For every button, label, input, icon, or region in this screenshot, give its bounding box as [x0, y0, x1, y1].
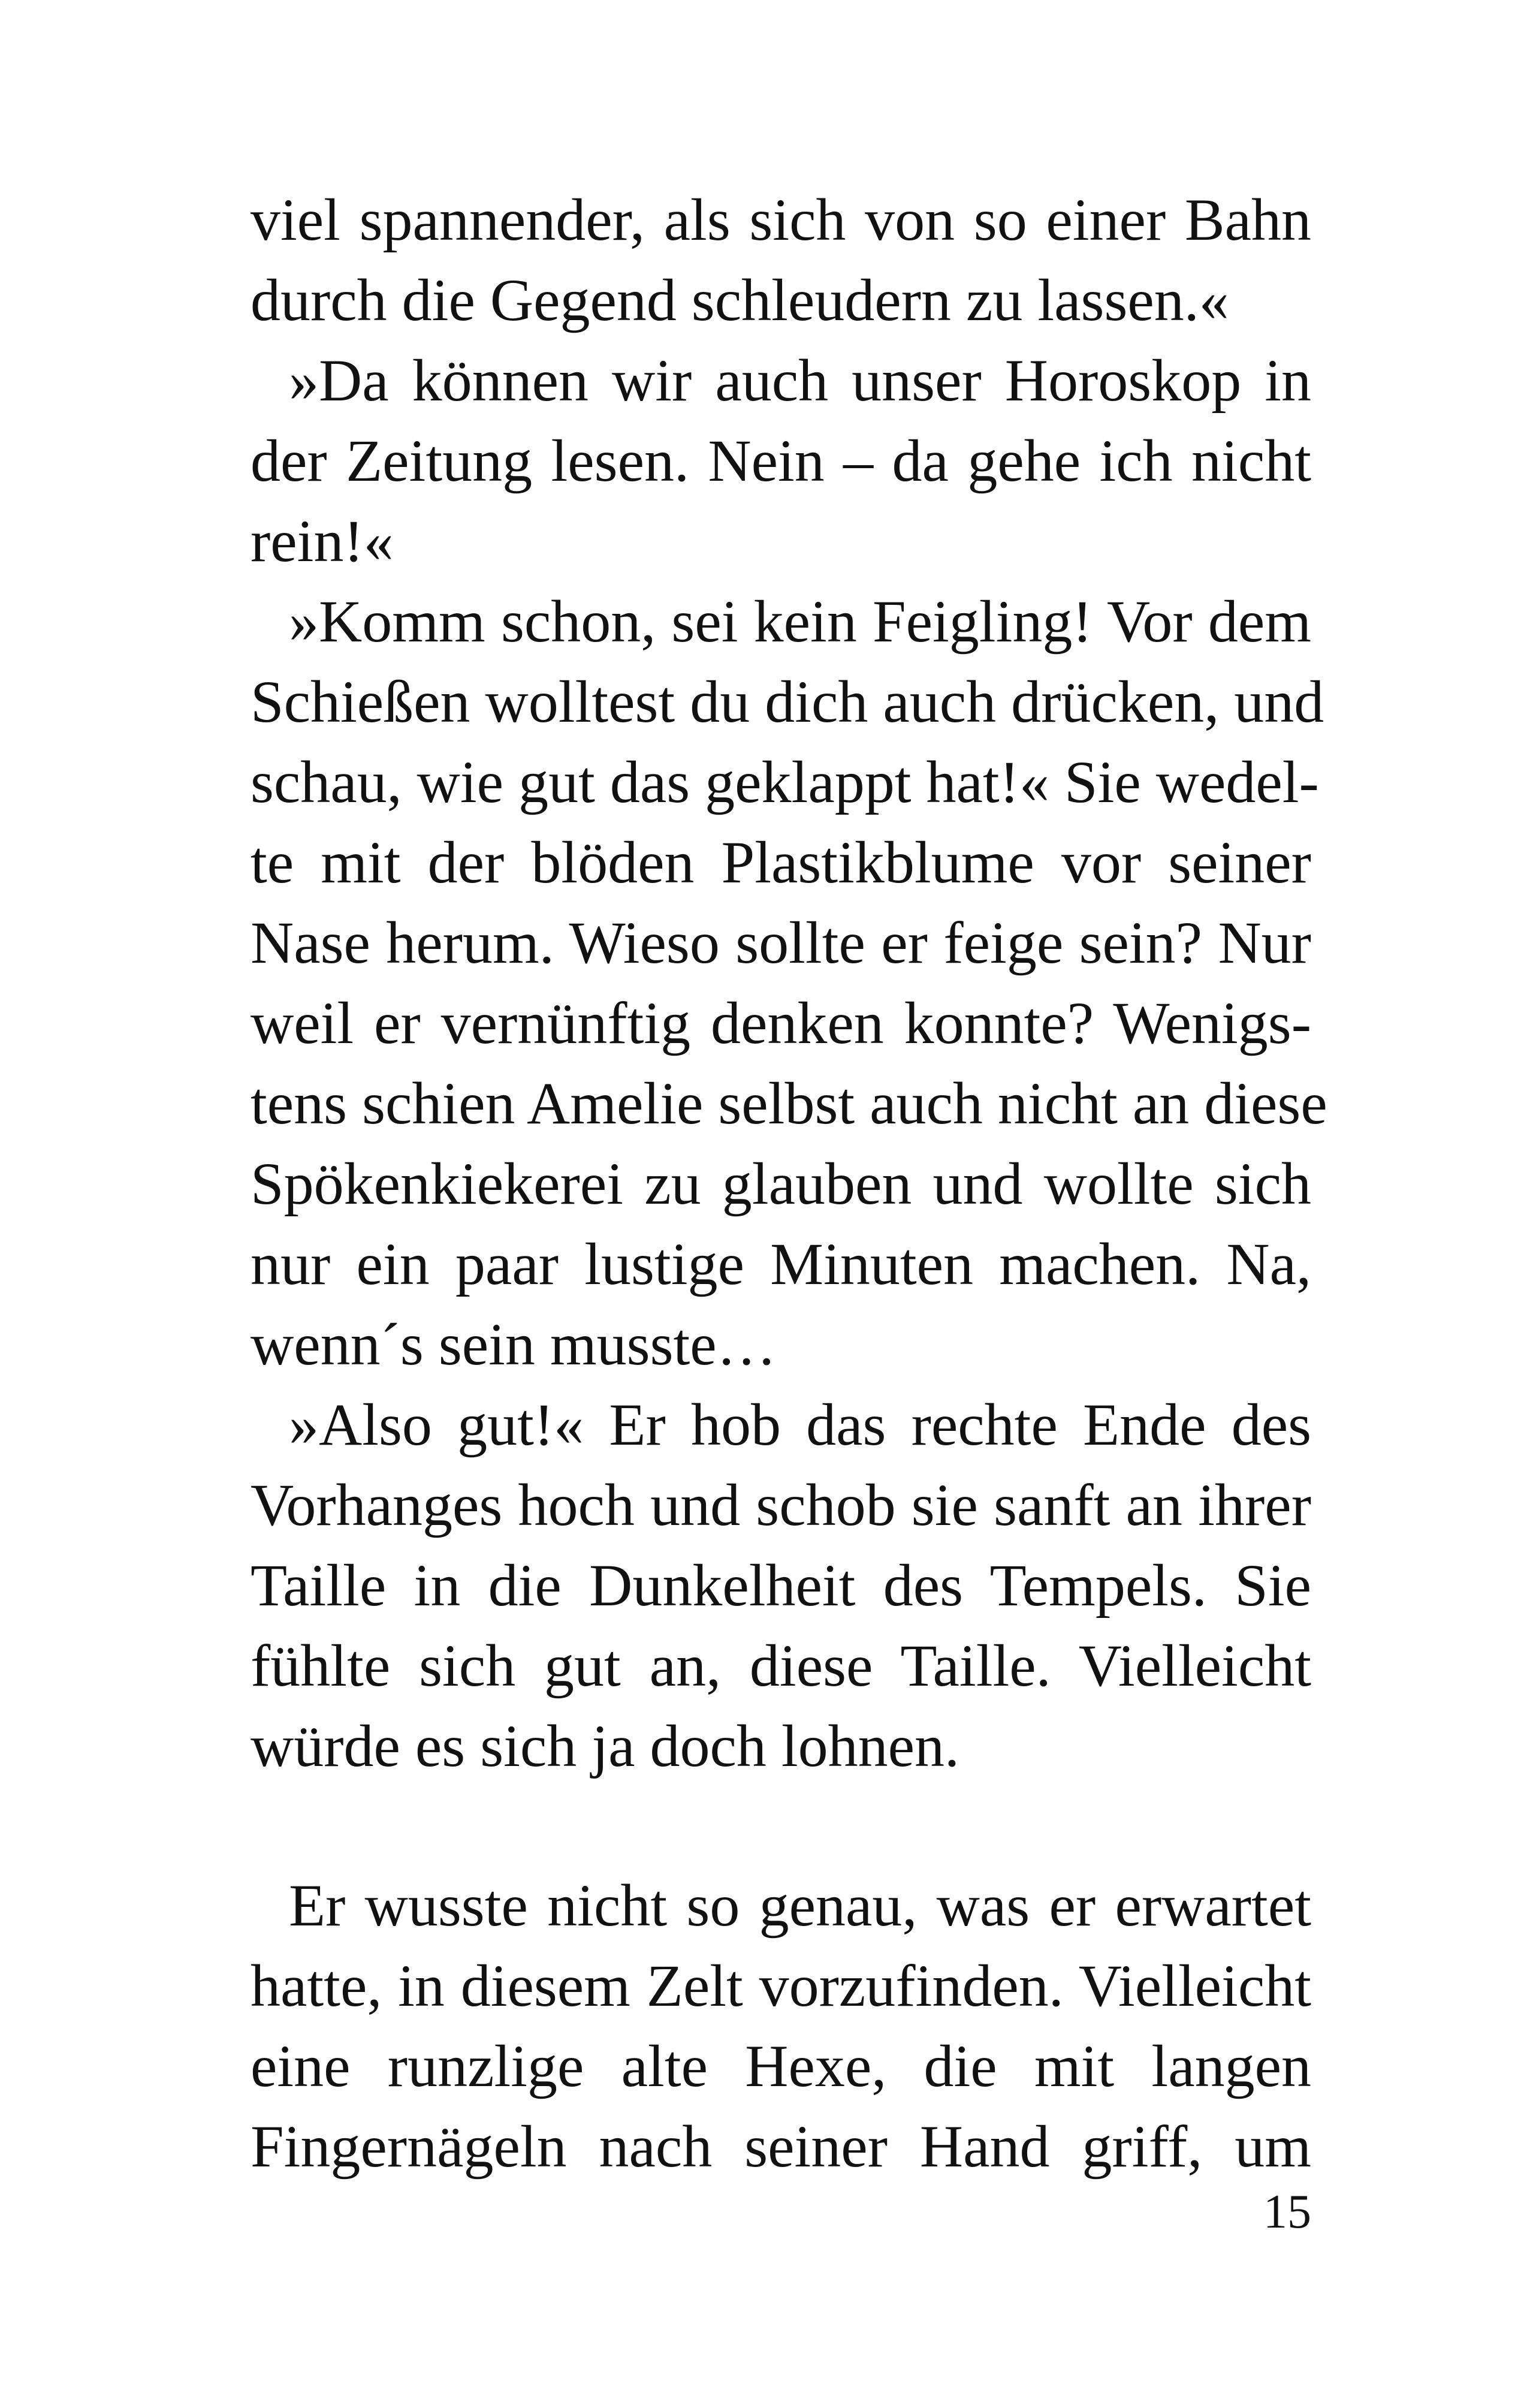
text-line: te mit der blöden Plastikblume vor seiner [251, 829, 1311, 896]
text-line: würde es sich ja doch lohnen. [251, 1713, 960, 1779]
text-line: nur ein paar lustige Minuten machen. Na, [251, 1231, 1311, 1297]
text-line: hatte, in diesem Zelt vorzufinden. Vielleicht [251, 1952, 1311, 2019]
text-line: »Da können wir auch unser Horoskop in [289, 347, 1311, 414]
text-line: Taille in die Dunkelheit des Tempels. Sie [251, 1552, 1311, 1619]
text-line: rein!« [251, 508, 394, 574]
text-line: durch die Gegend schleudern zu lassen.« [251, 267, 1229, 333]
text-line: Er wusste nicht so genau, was er erwartet [289, 1872, 1311, 1939]
page-number: 15 [1263, 2186, 1311, 2238]
text-line: tens schien Amelie selbst auch nicht an diese [251, 1070, 1327, 1137]
text-line: Spökenkiekerei zu glauben und wollte sich [251, 1150, 1311, 1217]
text-line: Schießen wolltest du dich auch drücken, und [251, 668, 1324, 735]
text-line: eine runzlige alte Hexe, die mit langen [251, 2033, 1311, 2099]
text-line: der Zeitung lesen. Nein – da gehe ich nicht [251, 427, 1311, 494]
text-line: viel spannender, als sich von so einer Bahn [251, 186, 1311, 253]
text-line: schau, wie gut das geklappt hat!« Sie wedel- [251, 749, 1319, 815]
text-line: Nase herum. Wieso sollte er feige sein? Nur [251, 909, 1311, 976]
text-line: wenn´s sein musste… [251, 1311, 777, 1378]
text-line: »Also gut!« Er hob das rechte Ende des [289, 1391, 1311, 1458]
text-line: weil er vernünftig denken konnte? Wenigs- [251, 990, 1311, 1056]
text-line: fühlte sich gut an, diese Taille. Vielleicht [251, 1632, 1311, 1699]
text-line: Fingernägeln nach seiner Hand griff, um [251, 2113, 1311, 2180]
text-line: »Komm schon, sei kein Feigling! Vor dem [289, 588, 1311, 655]
text-line: Vorhanges hoch und schob sie sanft an ihrer [251, 1472, 1311, 1538]
